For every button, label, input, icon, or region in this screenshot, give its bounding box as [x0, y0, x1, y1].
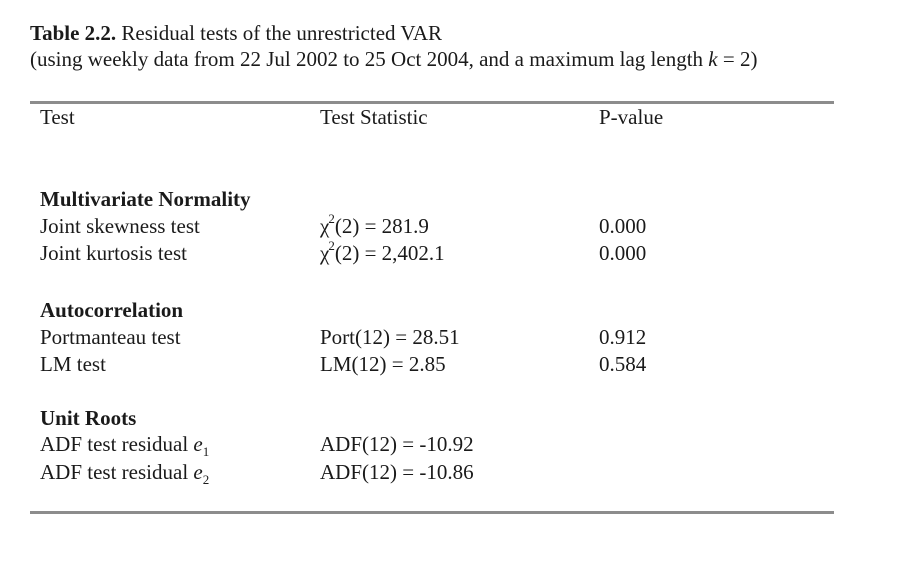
chi-symbol: χ	[320, 214, 330, 238]
caption-subtitle-suffix: = 2)	[717, 47, 758, 71]
row-stat-skewness	[320, 213, 429, 239]
header-pvalue: P-value	[599, 105, 664, 129]
adf-label: ADF test residual	[40, 432, 194, 456]
row-stat-adf-e2: ADF(12) = -10.86	[320, 460, 474, 484]
residual-subscript: 2	[202, 472, 210, 488]
chi-superscript: 2	[328, 238, 335, 253]
row-stat-portmanteau: Port(12) = 28.51	[320, 325, 460, 349]
row-test-kurtosis: Joint kurtosis test	[40, 241, 188, 265]
row-pvalue-portmanteau: 0.912	[599, 325, 647, 349]
caption-label: Table 2.2.	[30, 21, 117, 45]
residual-var: e	[193, 460, 203, 484]
row-pvalue-lm: 0.584	[599, 352, 647, 376]
caption-subtitle	[30, 46, 757, 72]
caption-subtitle-var: k	[708, 47, 718, 71]
section-title-unit-roots: Unit Roots	[40, 406, 137, 430]
adf-label: ADF test residual	[40, 460, 194, 484]
section-title-autocorrelation: Autocorrelation	[40, 298, 184, 322]
row-test-adf-e1	[40, 431, 210, 460]
section-title-normality: Multivariate Normality	[40, 187, 251, 211]
row-test-skewness: Joint skewness test	[40, 214, 200, 238]
row-pvalue-skewness: 0.000	[599, 214, 647, 238]
header-test: Test	[40, 105, 75, 129]
stat-value: (2) = 281.9	[334, 214, 429, 238]
stat-value: (2) = 2,402.1	[334, 241, 445, 265]
chi-symbol: χ	[320, 241, 330, 265]
residual-var: e	[193, 432, 203, 456]
chi-superscript: 2	[328, 211, 335, 226]
row-stat-kurtosis	[320, 240, 445, 266]
table-caption	[30, 20, 757, 72]
header-statistic: Test Statistic	[320, 105, 428, 129]
caption-subtitle-prefix: (using weekly data from 22 Jul 2002 to 25 Oct 2004, and a maximum lag length	[30, 47, 709, 71]
row-test-adf-e2	[40, 459, 210, 488]
caption-title: Residual tests of the unrestricted VAR	[121, 21, 443, 45]
row-test-portmanteau: Portmanteau test	[40, 325, 181, 349]
row-stat-lm: LM(12) = 2.85	[320, 352, 446, 376]
row-stat-adf-e1: ADF(12) = -10.92	[320, 432, 474, 456]
table-bottom-rule	[30, 511, 834, 514]
table-top-rule	[30, 101, 834, 104]
row-pvalue-kurtosis: 0.000	[599, 241, 647, 265]
row-test-lm: LM test	[40, 352, 106, 376]
residual-subscript: 1	[202, 444, 210, 460]
